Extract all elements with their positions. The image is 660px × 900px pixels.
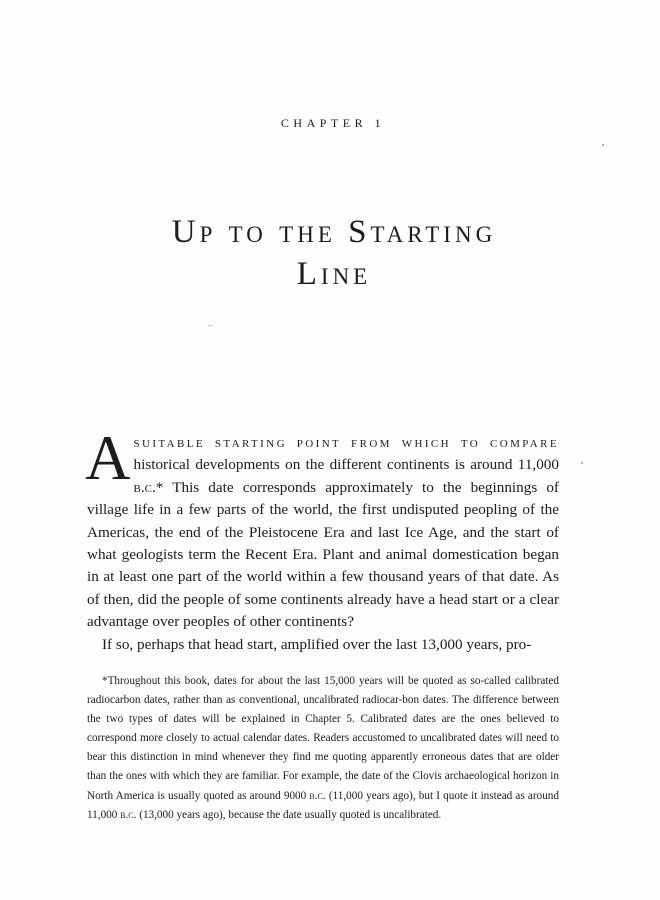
scan-speck [581, 462, 583, 464]
body-text [85, 423, 559, 656]
scan-speck [602, 144, 604, 146]
era-mark: b.c. [133, 478, 156, 496]
paragraph-1 [85, 423, 559, 634]
lead-in-small-caps: suitable starting point from which to compare [133, 435, 559, 451]
chapter-title [0, 211, 660, 295]
footnote-text-b: (11,000 years ago), but I quote it instead as around 11,000 [87, 789, 559, 821]
paragraph-1-text-a: historical developments on the different continents is around 11,000 [133, 456, 559, 474]
scan-speck [208, 325, 213, 326]
paragraph-2: If so, perhaps that head start, amplified over the last 13,000 years, pro- [102, 635, 532, 653]
footnote-era-mark-1: b.c. [309, 789, 326, 802]
chapter-label: CHAPTER 1 [280, 116, 386, 130]
footnote-text-c: (13,000 years ago), because the date usually quoted is uncalibrated. [136, 808, 442, 821]
paragraph-1-text-b: * This date corresponds approximately to the beginnings of village life in a few parts of the world, the first undisputed peopling of the Americas, the end of the Pleistocene Era and last Ice Age, and the start of what geologists term the Recent Era. Plant and animal domestication began in at least one part of the world within a few thousand years of that date. As of then, did the people of some continents already have a head start or a clear advantage over peoples of other continents? [87, 478, 559, 631]
footnote-text-a: *Throughout this book, dates for about the last 15,000 years will be quoted as so-called calibrated radiocarbon dates, rather than as conventional, uncalibrated radiocar-bon dates. The difference between the two types of dates will be explained in Chapter 5. Calibrated dates are the ones believed to correspond more closely to actual calendar dates. Readers accustomed to uncalibrated dates will need to bear this distinction in mind whenever they find me quoting apparently erroneous dates that are older than the ones with which they are familiar. For example, the date of the Clovis archaeological horizon in North America is usually quoted as around 9000 [87, 675, 559, 802]
chapter-title-line-2: Line [296, 256, 372, 292]
footnote [87, 672, 559, 825]
chapter-title-line-1: Up to the Starting [171, 214, 497, 250]
drop-cap: A [85, 423, 131, 493]
footnote-era-mark-2: b.c. [120, 808, 137, 821]
